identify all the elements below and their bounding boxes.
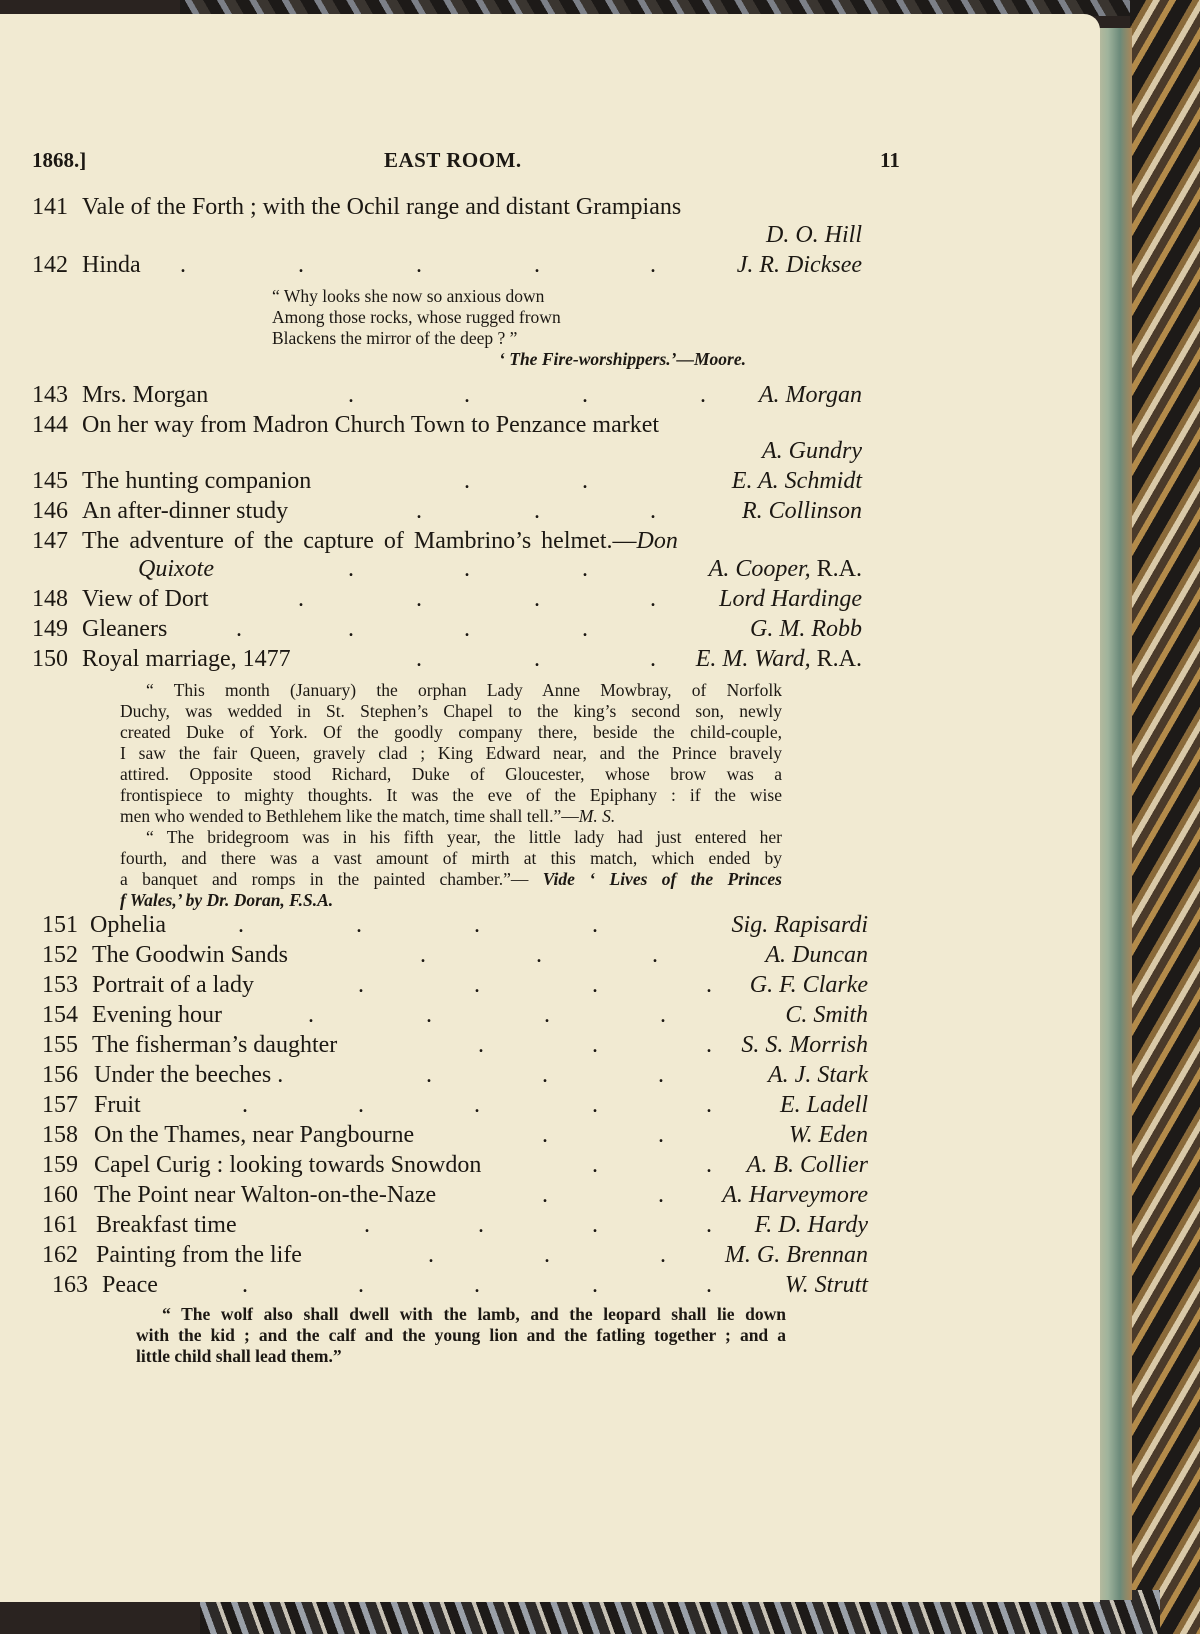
quote-line: little child shall lead them.”	[136, 1346, 342, 1366]
entry-title: The Goodwin Sands	[92, 942, 288, 968]
catalogue-entry-continuation: Quixote . . . A. Cooper, R.A.	[138, 556, 862, 582]
entry-number: 144	[32, 412, 68, 438]
entry-number: 153	[42, 972, 78, 998]
catalogue-entry: 146 An after-dinner study . . . R. Collinson	[32, 498, 862, 524]
catalogue-entry: 163 Peace . . . . . W. Strutt	[52, 1272, 868, 1298]
catalogue-entry: 154 Evening hour . . . . C. Smith	[42, 1002, 868, 1028]
quote-line: “ The bridegroom was in his fifth year, the little lady had just entered her	[146, 827, 782, 847]
entry-artist: D. O. Hill	[766, 222, 862, 248]
entry-title	[82, 526, 678, 556]
catalogue-entry: 158 On the Thames, near Pangbourne . . W. Eden	[42, 1122, 868, 1148]
quote-source: ‘ The Fire-worshippers.’—Moore.	[499, 349, 746, 369]
catalogue-entry: 159 Capel Curig : looking towards Snowdon . . A. B. Collier	[42, 1152, 868, 1178]
entry-title: The hunting companion	[82, 468, 312, 494]
entry-title-italic: Don	[636, 528, 678, 554]
catalogue-entry: 156 Under the beeches . . . . A. J. Stark	[42, 1062, 868, 1088]
catalogue-entry: 148 View of Dort . . . . Lord Hardinge	[32, 586, 862, 612]
quote-line: “ Why looks she now so anxious down	[272, 286, 545, 306]
catalogue-entry: 157 Fruit . . . . . E. Ladell	[42, 1092, 868, 1118]
entry-title: View of Dort	[82, 586, 209, 612]
catalogue-entry: 143 Mrs. Morgan . . . . A. Morgan	[32, 382, 862, 408]
entry-artist: M. G. Brennan	[724, 1242, 868, 1268]
catalogue-entry: 155 The fisherman’s daughter . . . S. S. Morrish	[42, 1032, 868, 1058]
entry-number: 145	[32, 468, 68, 494]
entry-title: Under the beeches .	[94, 1062, 284, 1088]
catalogue-entry-artist-line	[32, 220, 862, 250]
entry-artist: A. Harveymore	[722, 1182, 868, 1208]
entry-number: 141	[32, 194, 68, 220]
quote-line	[120, 806, 782, 827]
entry-artist: E. Ladell	[780, 1092, 868, 1118]
running-header	[32, 148, 900, 178]
entry-title: Fruit	[94, 1092, 141, 1118]
header-year: 1868.]	[32, 148, 87, 172]
entry-title-text: The adventure of the capture of Mambrino’s helmet.—	[82, 528, 637, 554]
entry-number: 160	[42, 1182, 78, 1208]
entry-title-continuation: Quixote	[138, 556, 214, 582]
entry-number: 143	[32, 382, 68, 408]
quote-line: frontispiece to mighty thoughts. It was the eve of the Epiphany : if the wise	[120, 785, 782, 805]
quote-line: Among those rocks, whose rugged frown	[272, 307, 561, 327]
catalogue-entry: 160 The Point near Walton-on-the-Naze . . A. Harveymore	[42, 1182, 868, 1208]
entry-artist	[709, 554, 862, 584]
entry-title: Peace	[102, 1272, 158, 1298]
catalogue-entry: 149 Gleaners . . . . G. M. Robb	[32, 616, 862, 642]
entry-artist: J. R. Dicksee	[736, 252, 862, 278]
quote-line: “ This month (January) the orphan Lady Anne Mowbray, of Norfolk	[146, 680, 782, 700]
entry-artist: A. Duncan	[765, 942, 868, 968]
entry-title: Royal marriage, 1477	[82, 646, 291, 672]
entry-artist: W. Strutt	[784, 1272, 868, 1298]
entry-artist: Lord Hardinge	[719, 586, 862, 612]
entry-artist: A. B. Collier	[746, 1152, 868, 1178]
artist-name: E. M. Ward,	[695, 646, 811, 672]
entry-artist: A. Gundry	[762, 438, 862, 464]
catalogue-entry: 162 Painting from the life . . . M. G. Brennan	[42, 1242, 868, 1268]
entry-artist: E. A. Schmidt	[731, 468, 862, 494]
entry-title: An after-dinner study	[82, 498, 289, 524]
entry-title: On her way from Madron Church Town to Penzance market	[82, 412, 660, 438]
entry-artist: G. F. Clarke	[749, 972, 868, 998]
catalogue-entry	[32, 192, 862, 222]
entry-artist: G. M. Robb	[750, 616, 862, 642]
quote-line	[120, 869, 782, 890]
entry-artist: F. D. Hardy	[754, 1212, 868, 1238]
quote-attribution: M. S.	[578, 806, 616, 826]
catalogue-entry: 145 The hunting companion . . E. A. Schmidt	[32, 468, 862, 494]
quote-line: created Duke of York. Of the goodly company there, beside the child-couple,	[120, 722, 782, 742]
entry-number: 151	[42, 912, 78, 938]
entry-artist: S. S. Morrish	[741, 1032, 868, 1058]
entry-artist: W. Eden	[788, 1122, 868, 1148]
entry-number: 146	[32, 498, 68, 524]
quote-line: Duchy, was wedded in St. Stephen’s Chapel to the king’s second son, newly	[120, 701, 782, 721]
entry-artist: A. J. Stark	[768, 1062, 868, 1088]
catalogue-page	[0, 14, 1100, 1602]
entry-artist: R. Collinson	[741, 498, 862, 524]
entry-number: 159	[42, 1152, 78, 1178]
quote-line: attired. Opposite stood Richard, Duke of Gloucester, whose brow was a	[120, 764, 782, 784]
entry-number: 147	[32, 528, 68, 554]
entry-number: 162	[42, 1242, 78, 1268]
entry-number: 142	[32, 252, 68, 278]
quote-text: men who wended to Bethlehem like the match, time shall tell.”—	[120, 806, 579, 826]
scripture-quotation	[136, 1304, 786, 1367]
catalogue-entry: 152 The Goodwin Sands . . . A. Duncan	[42, 942, 868, 968]
quote-line: fourth, and there was a vast amount of mirth at this match, which ended by	[120, 848, 782, 868]
quote-line: I saw the fair Queen, gravely clad ; King Edward near, and the Prince bravely	[120, 743, 782, 763]
quote-text: a banquet and romps in the painted chamber.”—	[120, 869, 543, 889]
entry-title: Gleaners	[82, 616, 168, 642]
entry-number: 163	[52, 1272, 88, 1298]
entry-title: Breakfast time	[96, 1212, 237, 1238]
entry-number: 154	[42, 1002, 78, 1028]
quote-line: “ The wolf also shall dwell with the lamb, and the leopard shall lie down	[162, 1304, 786, 1324]
entry-title: Capel Curig : looking towards Snowdon	[94, 1152, 482, 1178]
artist-name: A. Cooper,	[708, 556, 811, 582]
entry-title: Ophelia	[90, 912, 166, 938]
entry-title: Painting from the life	[96, 1242, 302, 1268]
catalogue-entry	[32, 526, 862, 556]
quote-source: Vide ‘ Lives of the Princes	[542, 869, 782, 889]
entry-title: Evening hour	[92, 1002, 222, 1028]
book-cover-marble-right	[1130, 0, 1200, 1634]
entry-number: 158	[42, 1122, 78, 1148]
catalogue-entry: 150 Royal marriage, 1477 . . . E. M. Ward, R.A.	[32, 646, 862, 672]
entry-artist: Sig. Rapisardi	[731, 912, 868, 938]
entry-number: 161	[42, 1212, 78, 1238]
page-number: 11	[880, 148, 900, 172]
entry-number: 157	[42, 1092, 78, 1118]
prose-quotation	[120, 680, 782, 911]
header-title: EAST ROOM.	[384, 148, 522, 172]
entry-number: 150	[32, 646, 68, 672]
entry-title: Portrait of a lady	[92, 972, 254, 998]
entry-number: 156	[42, 1062, 78, 1088]
entry-title: The Point near Walton-on-the-Naze	[94, 1182, 437, 1208]
entry-artist: A. Morgan	[758, 382, 862, 408]
quote-line: f Wales,’ by Dr. Doran, F.S.A.	[120, 890, 334, 910]
entry-artist: C. Smith	[785, 1002, 868, 1028]
entry-title: Mrs. Morgan	[82, 382, 209, 408]
entry-number: 152	[42, 942, 78, 968]
verse-quotation	[272, 286, 752, 370]
quote-line: Blackens the mirror of the deep ? ”	[272, 328, 518, 348]
entry-number: 148	[32, 586, 68, 612]
entry-artist	[696, 644, 862, 674]
artist-suffix: R.A.	[816, 556, 862, 582]
catalogue-entry: 161 Breakfast time . . . . F. D. Hardy	[42, 1212, 868, 1238]
entry-title: On the Thames, near Pangbourne	[94, 1122, 415, 1148]
entry-number: 155	[42, 1032, 78, 1058]
catalogue-entry-artist-line	[32, 436, 862, 466]
entry-title: The fisherman’s daughter	[92, 1032, 338, 1058]
catalogue-entry: 142 Hinda . . . . . J. R. Dicksee	[32, 252, 862, 278]
quote-line: with the kid ; and the calf and the young lion and the fatling together ; and a	[136, 1325, 786, 1345]
entry-title: Hinda	[82, 252, 141, 278]
catalogue-entry: 153 Portrait of a lady . . . . G. F. Clarke	[42, 972, 868, 998]
catalogue-entry: 151 Ophelia . . . . Sig. Rapisardi	[42, 912, 868, 938]
entry-number: 149	[32, 616, 68, 642]
artist-suffix: R.A.	[816, 646, 862, 672]
entry-title: Vale of the Forth ; with the Ochil range and distant Grampians	[82, 194, 682, 220]
